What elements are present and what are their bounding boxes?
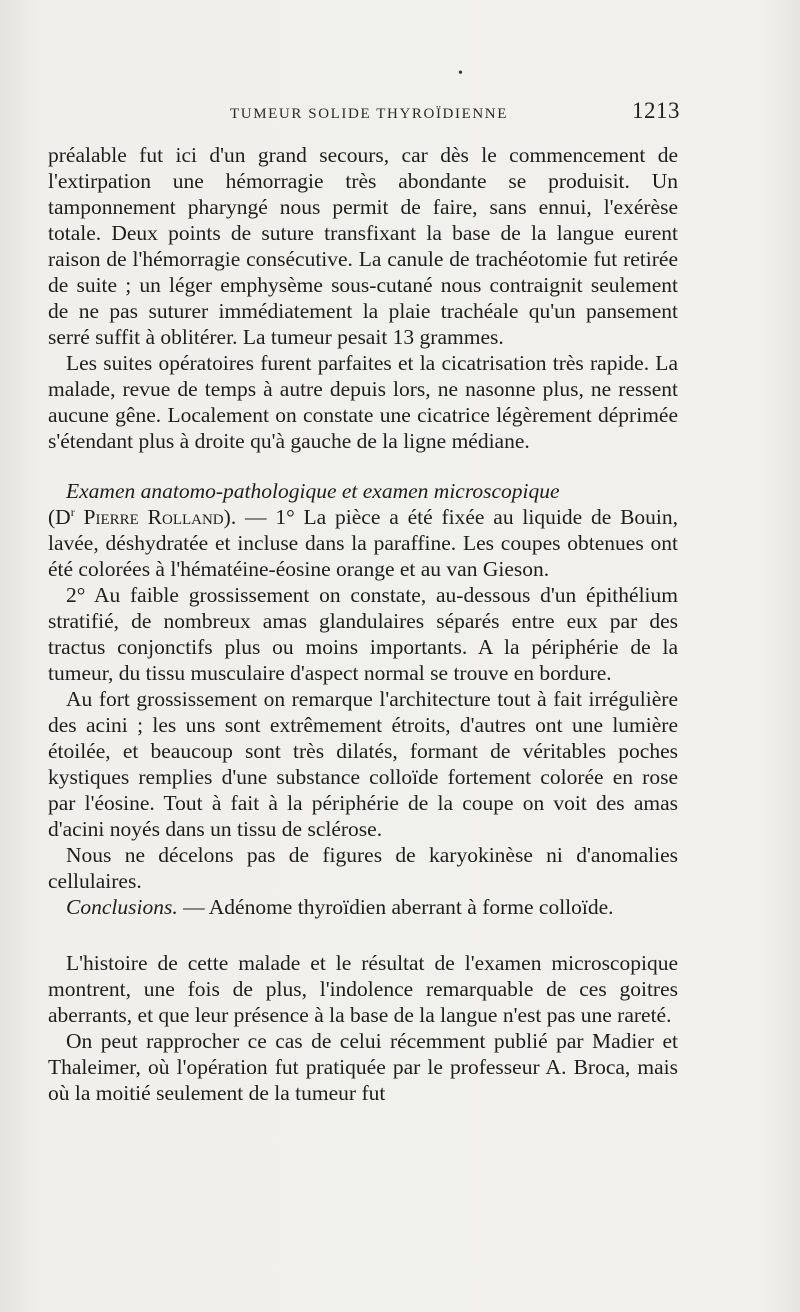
conclusions-label: Conclusions.	[66, 895, 178, 919]
paragraph-4: 2° Au faible grossissement on constate, au-dessous d'un épithélium stratifié, de nombreux amas glandulaires séparés entre eux par des tractus conjonctifs plus ou moins importants. A la périphérie de la tumeur, du tissu musculaire d'aspect normal se trouve en bordure.	[48, 583, 678, 685]
running-head	[48, 98, 680, 128]
paragraph-8: L'histoire de cette malade et le résultat de l'examen microscopique montrent, une fois de plus, l'indolence remarquable de ces goitres aberrants, et que leur présence à la base de la langue n'est pas une rareté.	[48, 951, 678, 1027]
paragraph-1: préalable fut ici d'un grand secours, car dès le commencement de l'extirpation une hémorragie très abondante se produisit. Un tamponnement pharyngé nous permit de faire, sans ennui, l'exérèse totale. Deux points de suture transfixant la base de la langue eurent raison de l'hémorragie consécutive. La canule de trachéotomie fut retirée de suite ; un léger emphysème sous-cutané nous contraignit seulement de ne pas suturer immédiatement la plaie trachéale qu'un pansement serré suffit à oblitérer. La tumeur pesait 13 grammes.	[48, 143, 678, 349]
paragraph-6: Nous ne décelons pas de figures de karyokinèse ni d'anomalies cellulaires.	[48, 843, 678, 893]
paragraph-3-text: — 1° La pièce a été fixée au liquide de Bouin, lavée, déshydratée et incluse dans la paraffine. Les coupes obtenues ont été colorées à l'hématéine-éosine orange et au van Gieson.	[48, 505, 679, 581]
paragraph-2: Les suites opératoires furent parfaites et la cicatrisation très rapide. La malade, revue de temps à autre depuis lors, ne nasonne plus, ne ressent aucune gêne. Localement on constate une cicatrice légèrement déprimée s'étendant plus à droite qu'à gauche de la ligne médiane.	[48, 351, 678, 453]
author-close: ).	[223, 505, 237, 529]
page-number: 1213	[632, 98, 680, 123]
paragraph-7	[48, 894, 678, 920]
conclusions-text: — Adénome thyroïdien aberrant à forme colloïde.	[177, 895, 614, 919]
section-gap	[48, 920, 678, 950]
author-title-sup: r	[70, 504, 75, 519]
author-open: (D	[48, 505, 71, 529]
exam-heading: Examen anatomo-pathologique et examen microscopique	[66, 479, 560, 503]
body-text	[48, 142, 678, 1106]
author-name: Pierre Rolland	[83, 505, 224, 529]
section-gap	[48, 454, 678, 478]
printer-mark: •	[458, 66, 463, 81]
paragraph-5: Au fort grossissement on remarque l'architecture tout à fait irrégulière des acini ; les uns sont extrêmement étroits, d'autres ont une lumière étoilée, et beaucoup sont très dilatés, formant de véritables poches kystiques remplies d'une substance colloïde fortement colorée en rose par l'éosine. Tout à fait à la périphérie de la coupe on voit des amas d'acini noyés dans un tissu de sclérose.	[48, 687, 678, 841]
running-title: TUMEUR SOLIDE THYROÏDIENNE	[230, 106, 508, 122]
paragraph-3	[48, 478, 678, 582]
paragraph-9: On peut rapprocher ce cas de celui récemment publié par Madier et Thaleimer, où l'opération fut pratiquée par le professeur A. Broca, mais où la moitié seulement de la tumeur fut	[48, 1029, 678, 1105]
